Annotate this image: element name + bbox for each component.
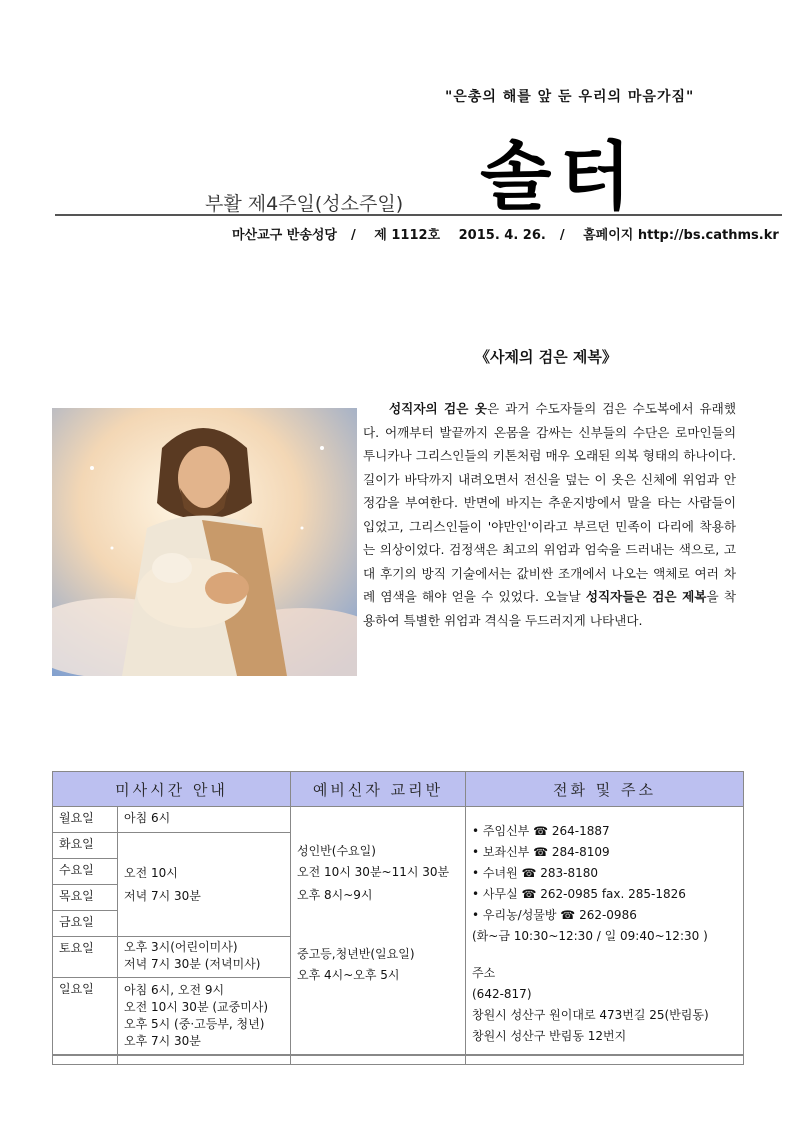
header-contacts: 전화 및 주소: [466, 772, 744, 807]
mass-weekday-2: 저녁 7시 30분: [124, 888, 201, 903]
catechism-adult-1: 오전 10시 30분~11시 30분: [297, 865, 450, 879]
contact-assistant: • 보좌신부 ☎ 284-8109: [472, 845, 610, 859]
mass-weekday: [118, 833, 291, 937]
article-body: [363, 397, 736, 632]
jesus-lamb-image: [52, 408, 357, 676]
catechism-youth-title: 중고등,청년반(일요일): [297, 947, 415, 961]
footer-divider: [52, 1054, 744, 1056]
day-sunday: 일요일: [53, 978, 118, 1065]
article-title: 《사제의 검은 제복》: [475, 348, 617, 366]
address-lot: 창원시 성산구 반림동 12번지: [472, 1029, 627, 1043]
issue-line: 마산교구 반송성당 / 제 1112호 2015. 4. 26. / 홈페이지 http://bs.cathms.kr: [232, 228, 779, 243]
day-friday: 금요일: [53, 911, 118, 937]
catechism-adult-title: 성인반(수요일): [297, 844, 376, 858]
day-saturday: 토요일: [53, 937, 118, 978]
day-thursday: 목요일: [53, 885, 118, 911]
contact-pastor: • 주임신부 ☎ 264-1887: [472, 824, 610, 838]
mass-sat-2: 저녁 7시 30분 (저녁미사): [124, 957, 261, 971]
liturgical-subtitle: 부활 제4주일(성소주일): [205, 193, 404, 215]
day-wednesday: 수요일: [53, 859, 118, 885]
contact-store: • 우리농/성물방 ☎ 262-0986: [472, 908, 637, 922]
contact-office: • 사무실 ☎ 262-0985 fax. 285-1826: [472, 887, 686, 901]
header-divider: [55, 214, 782, 216]
masthead-logo: 솔터: [480, 134, 639, 220]
article-text-1: 은 과거 수도자들의 검은 수도복에서 유래했다. 어깨부터 발끝까지 온몸을 감싸는 신부들의 수단은 로마인들의 투니카나 그리스인들의 키톤처럼 매우 오래된 의복 형태의 하나이다. 길이가 바닥까지 내려오면서 전신을 덮는 이 옷은 신체에 위엄과 안정감을 부여한다. 반면에 바지는 추운지방에서 말을 타는 사람들이 입었고, 그리스인들이 '야만인'이라고 부르던 민족이 다리에 착용하는 의상이었다. 검정색은 최고의 위엄과 엄숙을 드러내는 색으로, 고대 후기의 방직 기술에서는 값비싼 조개에서 나오는 액체로 여러 차례 염색을 해야 얻을 수 있었다. 오늘날: [363, 401, 736, 604]
mass-sun-3: 오후 5시 (중·고등부, 청년): [124, 1017, 265, 1031]
contacts-cell: [466, 807, 744, 1065]
day-monday: 월요일: [53, 807, 118, 833]
address-zip: (642-817): [472, 987, 532, 1001]
article-bold-2: 성직자들은 검은 제복: [585, 589, 707, 604]
jesus-lamb-illustration: [52, 408, 357, 676]
mass-monday: 아침 6시: [118, 807, 291, 833]
mass-weekday-1: 오전 10시: [124, 865, 178, 880]
mass-saturday: [118, 937, 291, 978]
address-road: 창원시 성산구 원이대로 473번길 25(반림동): [472, 1008, 709, 1022]
header-catechism: 예비신자 교리반: [291, 772, 466, 807]
article-text-2: 을 착용하여 특별한 위엄과 격식을 두드러지게 나타낸다.: [363, 589, 736, 628]
info-table: [52, 771, 744, 1065]
day-tuesday: 화요일: [53, 833, 118, 859]
mass-sun-1: 아침 6시, 오전 9시: [124, 983, 225, 997]
slogan: "은총의 해를 앞 둔 우리의 마음가짐": [445, 89, 695, 105]
catechism-adult-2: 오후 8시~9시: [297, 888, 373, 902]
contact-convent: • 수녀원 ☎ 283-8180: [472, 866, 599, 880]
header-mass-times: 미사시간 안내: [53, 772, 291, 807]
contact-hours: (화~금 10:30~12:30 / 일 09:40~12:30 ): [472, 929, 708, 943]
catechism-cell: [291, 807, 466, 1065]
parish-name: 마산교구 반송성당: [232, 228, 337, 243]
issue-date: 2015. 4. 26.: [458, 228, 546, 243]
article-lead: 성직자의 검은 옷: [389, 401, 487, 416]
issue-number: 제 1112호: [374, 228, 441, 243]
catechism-youth-1: 오후 4시~오후 5시: [297, 968, 400, 982]
homepage-link[interactable]: 홈페이지 http://bs.cathms.kr: [583, 228, 779, 243]
mass-sun-2: 오전 10시 30분 (교중미사): [124, 1000, 269, 1014]
mass-sat-1: 오후 3시(어린이미사): [124, 940, 238, 954]
mass-sun-4: 오후 7시 30분: [124, 1034, 201, 1048]
address-label: 주소: [472, 966, 496, 980]
mass-sunday: [118, 978, 291, 1065]
